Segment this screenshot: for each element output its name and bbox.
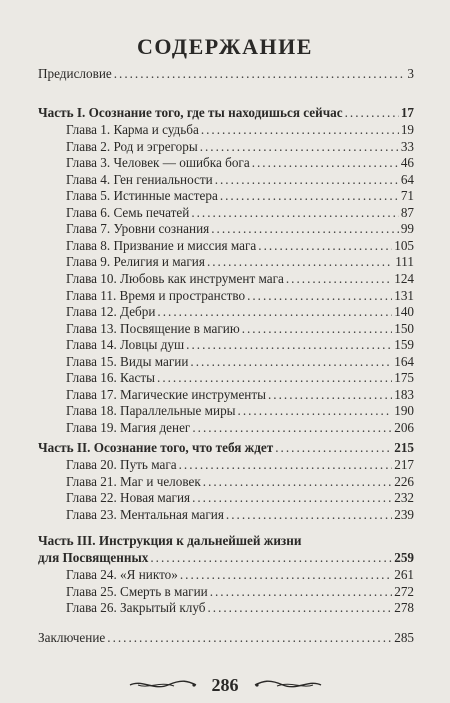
toc-part-3[interactable] xyxy=(38,550,414,566)
toc-entry-chapter[interactable] xyxy=(66,474,414,490)
toc-page-number: 150 xyxy=(394,320,414,336)
toc-entry-chapter[interactable] xyxy=(66,584,414,600)
dot-leader xyxy=(258,238,392,254)
toc-page-number: 140 xyxy=(394,304,414,320)
dot-leader xyxy=(114,66,406,82)
dot-leader xyxy=(192,420,392,436)
toc-part-label: для Посвященных xyxy=(38,550,149,565)
toc-page-number: 17 xyxy=(400,105,414,120)
dot-leader xyxy=(210,584,393,600)
toc-entry-label: Глава 14. Ловцы душ xyxy=(66,337,185,353)
dot-leader xyxy=(207,254,393,270)
toc-page-number: 217 xyxy=(394,457,414,472)
toc-page-number: 261 xyxy=(394,567,414,582)
toc-entry-label: Глава 1. Карма и судьба xyxy=(66,122,199,137)
dot-leader xyxy=(200,139,399,155)
toc-page-number: 111 xyxy=(395,254,414,270)
dot-leader xyxy=(207,600,392,616)
page-number: 286 xyxy=(211,674,239,695)
dot-leader xyxy=(220,188,399,204)
dot-leader xyxy=(226,507,392,523)
toc-entry-label: Глава 13. Посвящение в магию xyxy=(66,320,240,336)
toc-entry-label: Глава 6. Семь печатей xyxy=(66,204,190,220)
dot-leader xyxy=(201,122,399,138)
dot-leader xyxy=(345,105,399,121)
toc-entry-chapter[interactable] xyxy=(66,403,414,419)
dot-leader xyxy=(180,567,392,583)
toc-page-number: 3 xyxy=(407,66,414,81)
toc-entry-chapter[interactable] xyxy=(66,254,414,270)
toc-page-number: 99 xyxy=(400,221,414,237)
toc-entry-label: Глава 21. Маг и человек xyxy=(66,473,201,489)
toc-page-number: 206 xyxy=(394,419,414,435)
toc-entry-label: Глава 24. «Я никто» xyxy=(66,567,178,582)
toc-entry-label: Глава 10. Любовь как инструмент мага xyxy=(66,270,284,286)
toc-entry-label: Глава 15. Виды магии xyxy=(66,353,189,369)
toc-entry-chapter[interactable] xyxy=(66,507,414,523)
toc-page-number: 190 xyxy=(394,403,414,419)
toc-entry-chapter[interactable] xyxy=(66,370,414,386)
toc-entry-label: Глава 19. Магия денег xyxy=(66,419,191,435)
toc-page-number: 87 xyxy=(400,204,414,220)
toc-entry-chapter[interactable] xyxy=(66,337,414,353)
dot-leader xyxy=(238,403,393,419)
toc-page-number: 159 xyxy=(394,337,414,353)
toc-entry-label: Глава 8. Призвание и миссия мага xyxy=(66,237,257,253)
toc-page-number: 175 xyxy=(394,370,414,386)
toc-entry-label: Глава 20. Путь мага xyxy=(66,457,177,472)
dot-leader xyxy=(268,387,392,403)
toc-part-label: Часть II. Осознание того, что тебя ждет xyxy=(38,440,274,455)
toc-entry-chapter[interactable] xyxy=(66,321,414,337)
toc-part-1[interactable] xyxy=(38,105,414,121)
toc-entry-chapter[interactable] xyxy=(66,600,414,616)
toc-entry-label: Глава 9. Религия и магия xyxy=(66,254,205,270)
toc-entry-chapter[interactable] xyxy=(66,567,414,583)
toc-entry-chapter[interactable] xyxy=(66,221,414,237)
toc-entry-chapter[interactable] xyxy=(66,122,414,138)
toc-entry-label: Глава 11. Время и пространство xyxy=(66,287,246,303)
toc-page-number: 232 xyxy=(394,490,414,505)
dot-leader xyxy=(190,354,392,370)
toc-page-number: 226 xyxy=(394,473,414,489)
toc-page-number: 19 xyxy=(400,122,414,137)
dot-leader xyxy=(242,321,393,337)
dot-leader xyxy=(247,288,392,304)
toc-page-number: 71 xyxy=(400,188,414,204)
dot-leader xyxy=(203,474,392,490)
dot-leader xyxy=(150,550,392,566)
toc-entry-label: Предисловие xyxy=(38,66,112,81)
toc-page-number: 164 xyxy=(394,353,414,369)
toc-entry-chapter[interactable] xyxy=(66,139,414,155)
toc-entry-label: Глава 22. Новая магия xyxy=(66,490,191,505)
toc-entry-label: Глава 23. Ментальная магия xyxy=(66,506,224,522)
right-ornament-icon xyxy=(253,677,323,693)
toc-entry-label: Глава 25. Смерть в магии xyxy=(66,583,208,599)
toc-page-number: 272 xyxy=(394,583,414,599)
toc-entry-chapter[interactable] xyxy=(66,387,414,403)
dot-leader xyxy=(186,337,392,353)
toc-page-number: 105 xyxy=(394,237,414,253)
dot-leader xyxy=(252,155,399,171)
toc-entry-chapter[interactable] xyxy=(66,420,414,436)
toc-entry-chapter[interactable] xyxy=(66,354,414,370)
dot-leader xyxy=(179,457,393,473)
dot-leader xyxy=(191,205,398,221)
toc-entry-label: Глава 26. Закрытый клуб xyxy=(66,600,206,615)
toc-entry-chapter[interactable] xyxy=(66,271,414,287)
toc-entry-chapter[interactable] xyxy=(66,304,414,320)
dot-leader xyxy=(211,221,399,237)
toc-entry-conclusion[interactable] xyxy=(38,630,414,646)
toc-page-number: 33 xyxy=(400,138,414,154)
dot-leader xyxy=(157,370,392,386)
toc-page-number: 46 xyxy=(400,155,414,171)
dot-leader xyxy=(192,490,392,506)
toc-part-3-title-line1[interactable]: Часть III. Инструкция к дальнейшей жизни xyxy=(38,533,302,548)
toc-entry-label: Глава 5. Истинные мастера xyxy=(66,188,218,204)
dot-leader xyxy=(275,440,392,456)
toc-entry-chapter[interactable] xyxy=(66,172,414,188)
toc-entry-label: Глава 16. Касты xyxy=(66,370,156,386)
toc-page-number: 259 xyxy=(394,550,414,565)
toc-entry-chapter[interactable] xyxy=(66,490,414,506)
toc-page-number: 183 xyxy=(394,386,414,402)
left-ornament-icon xyxy=(128,677,198,693)
dot-leader xyxy=(215,172,399,188)
toc-entry-chapter[interactable] xyxy=(66,457,414,473)
toc-entry-chapter[interactable] xyxy=(66,155,414,171)
toc-entry-preface[interactable] xyxy=(38,66,414,82)
page-title: СОДЕРЖАНИЕ xyxy=(137,34,313,59)
toc-entry-chapter[interactable] xyxy=(66,238,414,254)
toc-part-label: Часть I. Осознание того, где ты находишься сейчас xyxy=(38,105,343,120)
toc-page-number: 124 xyxy=(394,270,414,286)
toc-page-number: 215 xyxy=(394,440,414,455)
toc-entry-chapter[interactable] xyxy=(66,205,414,221)
toc-page-number: 131 xyxy=(394,287,414,303)
page-footer xyxy=(0,672,450,698)
toc-entry-label: Глава 12. Дебри xyxy=(66,304,156,320)
toc-entry-label: Глава 18. Параллельные миры xyxy=(66,403,236,419)
toc-part-2[interactable] xyxy=(38,440,414,456)
toc-entry-chapter[interactable] xyxy=(66,188,414,204)
toc-entry-label: Глава 3. Человек — ошибка бога xyxy=(66,155,250,171)
toc-page-number: 285 xyxy=(394,630,414,645)
toc-page-number: 64 xyxy=(400,171,414,187)
toc-entry-label: Глава 4. Ген гениальности xyxy=(66,171,213,187)
toc-entry-label: Глава 2. Род и эгрегоры xyxy=(66,138,198,154)
dot-leader xyxy=(107,630,392,646)
dot-leader xyxy=(157,304,392,320)
toc-entry-label: Заключение xyxy=(38,630,106,645)
toc-page-number: 239 xyxy=(394,506,414,522)
toc-page-number: 278 xyxy=(394,600,414,615)
dot-leader xyxy=(286,271,392,287)
toc-entry-chapter[interactable] xyxy=(66,288,414,304)
toc-entry-label: Глава 17. Магические инструменты xyxy=(66,386,266,402)
toc-entry-label: Глава 7. Уровни сознания xyxy=(66,221,210,237)
